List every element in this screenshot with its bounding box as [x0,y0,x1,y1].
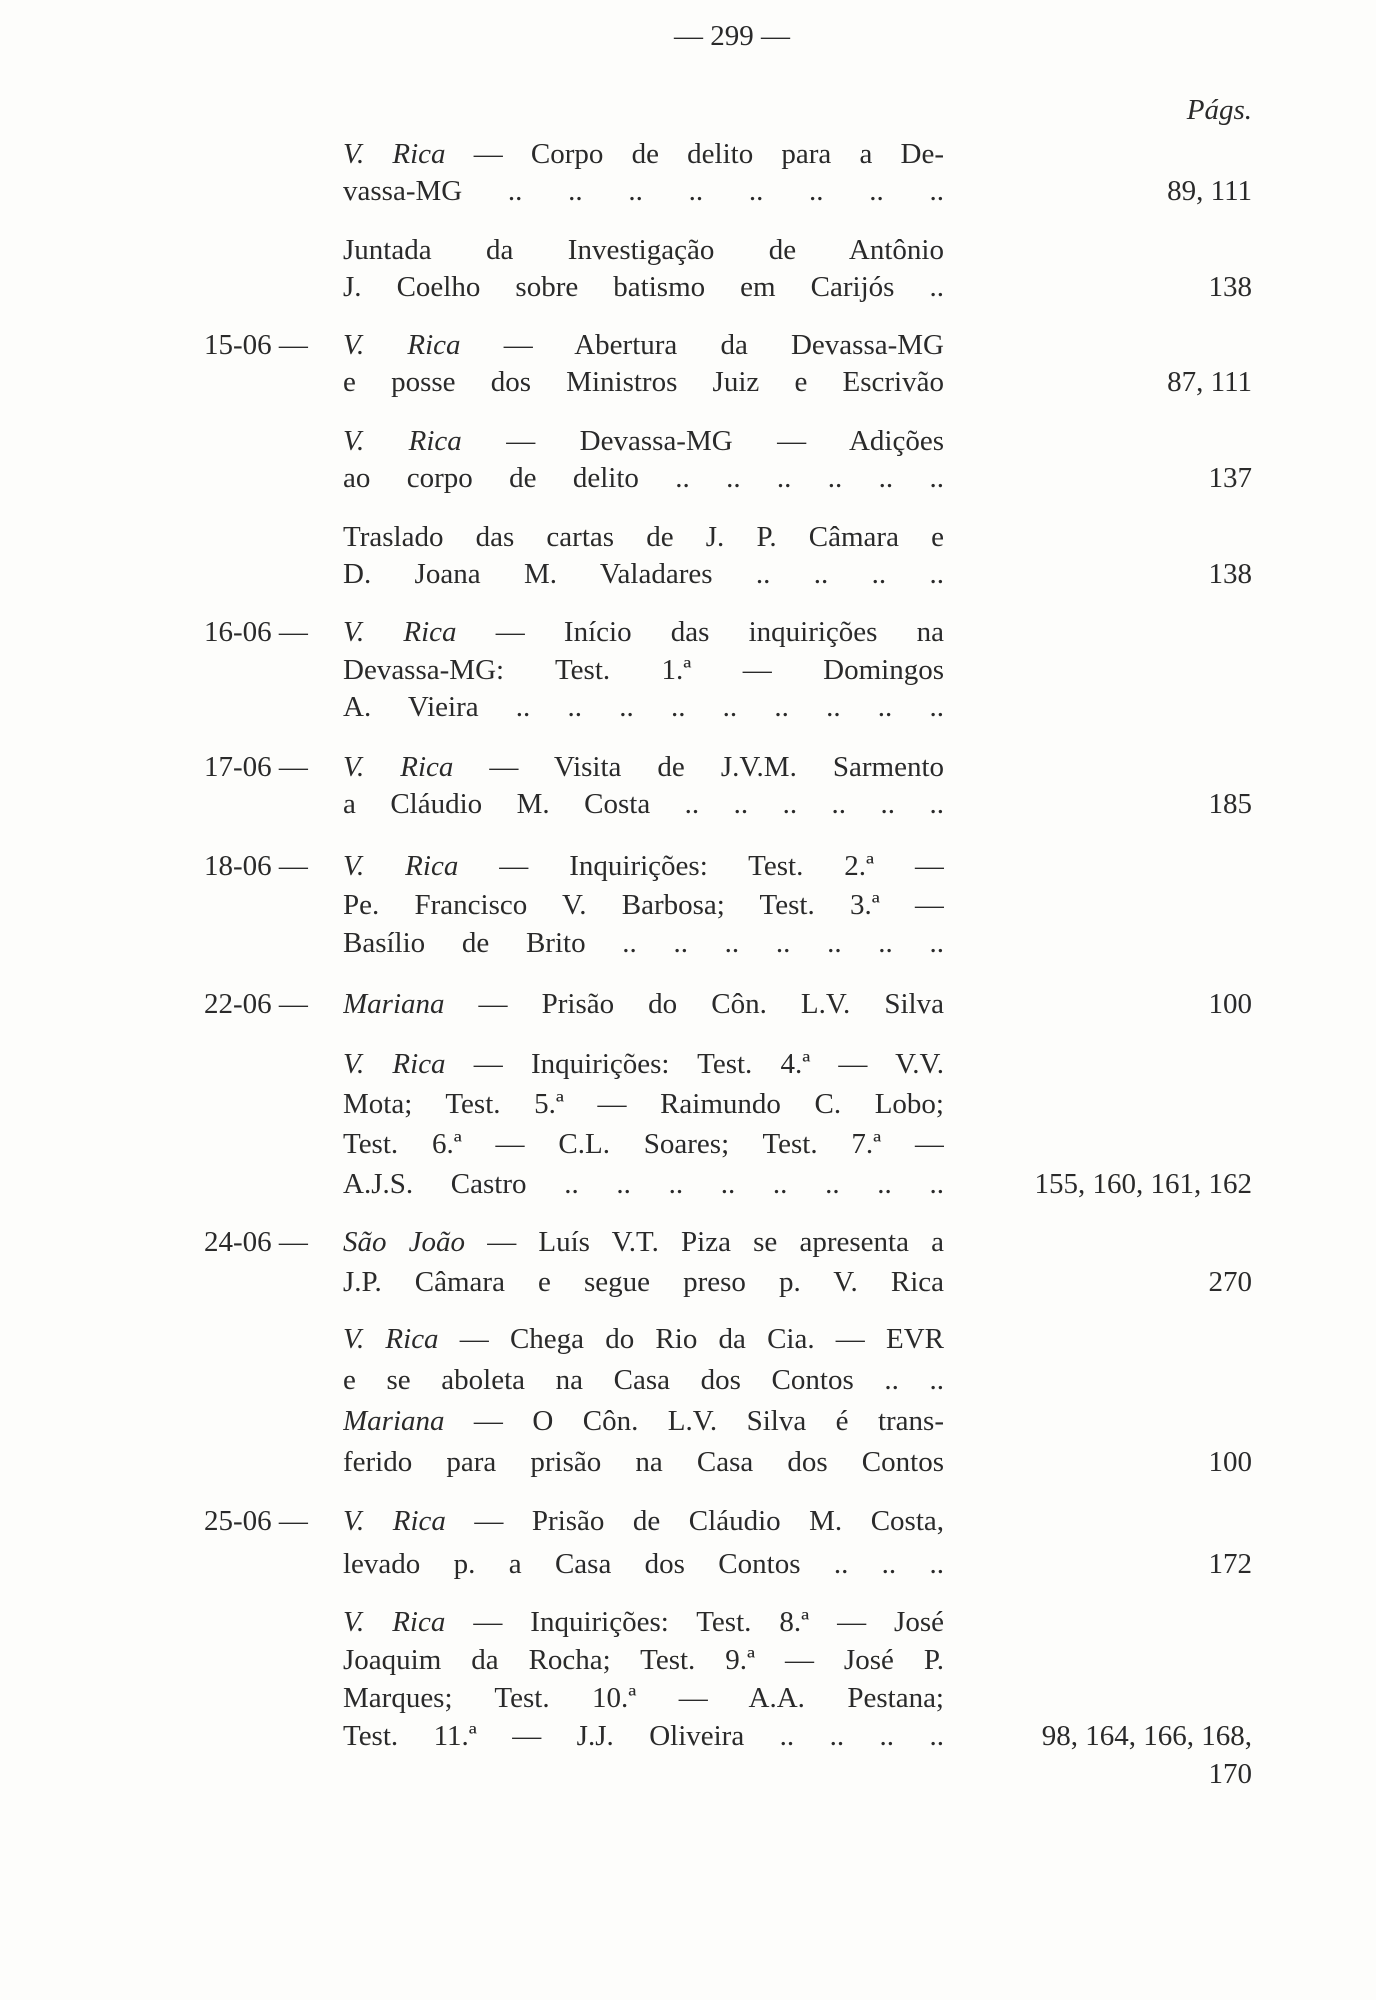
entry-line [0,612,1376,652]
entry-description: — Prisão do Côn. L.V. Silva [444,988,944,1020]
entry-date: 16-06 — [204,616,308,648]
entry-line [0,984,1376,1024]
entry-line [0,230,1376,270]
entry-description: e se aboleta na Casa dos Contos .. .. [343,1364,944,1396]
place-name: Mariana [343,988,445,1020]
entry-date: 22-06 — [204,988,308,1020]
entry-description: Traslado das cartas de J. P. Câmara e [343,521,944,553]
place-name: V. Rica [343,850,459,882]
place-name: V. Rica [343,329,461,361]
entry-description: D. Joana M. Valadares .. .. .. .. [343,558,944,590]
page-reference: 100 [1208,1446,1252,1478]
entry-text [343,1084,944,1124]
place-name: V. Rica [343,616,457,648]
entry-description: — O Côn. L.V. Silva é trans- [444,1405,944,1437]
entry-text [343,1222,944,1262]
place-name: V. Rica [343,425,462,457]
page-reference: 138 [1208,558,1252,590]
entry-description: Devassa-MG: Test. 1.ª — Domingos [343,653,944,686]
entry-text [343,1360,944,1400]
entry-description: Test. 6.ª — C.L. Soares; Test. 7.ª — [343,1128,944,1160]
entry-line [0,554,1376,594]
entry-text [343,885,944,925]
page-reference: 185 [1208,788,1252,820]
entry-description: — Luís V.T. Piza se apresenta a [465,1226,944,1258]
entry-description: A. Vieira .. .. .. .. .. .. .. .. .. [343,691,944,723]
entry-text [343,923,944,963]
entry-text [343,421,944,461]
entry-description: Juntada da Investigação de Antônio [343,234,944,266]
entry-description: vassa-MG .. .. .. .. .. .. .. .. [343,175,944,207]
entry-text [343,1262,944,1302]
place-name: V. Rica [343,1505,446,1537]
entry-text [343,846,944,886]
place-name: V. Rica [343,138,446,170]
entry-date: 24-06 — [204,1226,308,1258]
place-name: São João [343,1226,466,1258]
entry-line [0,687,1376,727]
entry-line [0,1640,1376,1680]
entry-description: — Inquirições: Test. 4.ª — V.V. [445,1048,944,1080]
entry-text [343,134,944,174]
entry-line [0,517,1376,557]
entry-line [0,134,1376,174]
entry-line [0,1044,1376,1084]
entry-description: Joaquim da Rocha; Test. 9.ª — José P. [343,1644,944,1676]
entry-text [343,171,944,211]
page-reference: 270 [1208,1266,1252,1298]
entry-text [343,1678,944,1718]
entry-description: — Início das inquirições na [456,616,944,648]
page-reference: 155, 160, 161, 162 [1034,1168,1252,1200]
entry-text [343,554,944,594]
entry-description: ao corpo de delito .. .. .. .. .. .. [343,462,944,494]
entry-description: Mota; Test. 5.ª — Raimundo C. Lobo; [343,1088,944,1120]
entry-description: levado p. a Casa dos Contos .. .. .. [343,1548,944,1580]
entry-line [0,1124,1376,1164]
entry-line [0,362,1376,402]
entry-line [0,1602,1376,1642]
entry-description: J. Coelho sobre batismo em Carijós .. [343,271,944,303]
entry-line [0,1754,1376,1794]
entry-text [343,517,944,557]
page-reference: 87, 111 [1167,366,1252,398]
entry-line [0,1084,1376,1124]
page-reference: 98, 164, 166, 168, [1041,1720,1252,1752]
entry-text [343,1640,944,1680]
entry-description: ferido para prisão na Casa dos Contos [343,1446,944,1478]
entry-description: Pe. Francisco V. Barbosa; Test. 3.ª — [343,888,944,921]
entry-line [0,1678,1376,1718]
entry-text [343,1544,944,1584]
entry-text [343,267,944,307]
place-name: V. Rica [343,1606,446,1638]
entry-line [0,923,1376,963]
page-reference: 137 [1208,462,1252,494]
entry-description: — Prisão de Cláudio M. Costa, [445,1505,944,1537]
entry-line [0,1442,1376,1482]
entry-description: Marques; Test. 10.ª — A.A. Pestana; [343,1682,944,1714]
entry-line [0,1544,1376,1584]
entry-description: a Cláudio M. Costa .. .. .. .. .. .. [343,788,944,820]
entry-description: — Chega do Rio da Cia. — EVR [438,1323,944,1355]
entry-text [343,612,944,652]
entry-line [0,885,1376,925]
page-reference: 100 [1208,988,1252,1020]
entry-description: Test. 11.ª — J.J. Oliveira .. .. .. .. [343,1720,944,1752]
entry-text [343,1442,944,1482]
entry-description: — Abertura da Devassa-MG [460,329,944,361]
entry-text [343,1401,944,1441]
entry-text [343,1319,944,1359]
entry-line [0,1716,1376,1756]
page-reference: 172 [1208,1548,1252,1580]
entry-description: — Inquirições: Test. 2.ª — [458,850,944,882]
entry-date: 25-06 — [204,1505,308,1537]
entry-description: — Devassa-MG — Adições [461,425,944,457]
page-reference: 89, 111 [1167,175,1252,207]
entry-date: 17-06 — [204,751,308,783]
entry-text [343,230,944,270]
page-reference: 170 [1208,1758,1252,1790]
entry-text [343,984,944,1024]
entry-description: — Visita de J.V.M. Sarmento [453,751,944,783]
entry-line [0,650,1376,690]
place-name: V. Rica [343,1323,439,1355]
entry-description: — Corpo de delito para a De- [445,138,944,170]
entry-date: 15-06 — [204,329,308,361]
entry-text [343,362,944,402]
entry-description: J.P. Câmara e segue preso p. V. Rica [343,1266,944,1298]
entry-line [0,1164,1376,1204]
entry-line [0,458,1376,498]
entry-text [343,687,944,727]
entry-line [0,325,1376,365]
entry-line [0,421,1376,461]
entry-description: Basílio de Brito .. .. .. .. .. .. .. [343,927,944,959]
page-reference: 138 [1208,271,1252,303]
entry-line [0,1222,1376,1262]
pages-column-header: Págs. [1186,94,1252,126]
entry-line [0,1319,1376,1359]
place-name: V. Rica [343,751,454,783]
entry-text [343,1164,944,1204]
entry-line [0,1360,1376,1400]
entry-line [0,846,1376,886]
entry-text [343,1501,944,1541]
entry-line [0,1501,1376,1541]
entry-line [0,784,1376,824]
entry-text [343,747,944,787]
entry-line [0,747,1376,787]
entry-text [343,1044,944,1084]
entry-text [343,1716,944,1756]
place-name: V. Rica [343,1048,446,1080]
entry-line [0,267,1376,307]
place-name: Mariana [343,1405,445,1437]
entry-text [343,458,944,498]
page-number: — 299 — [674,20,790,52]
entry-description: e posse dos Ministros Juiz e Escrivão [343,366,944,398]
entry-text [343,650,944,690]
entry-text [343,784,944,824]
entry-text [343,1124,944,1164]
entry-line [0,1401,1376,1441]
entry-line [0,1262,1376,1302]
entry-description: A.J.S. Castro .. .. .. .. .. .. .. .. [343,1168,944,1200]
entry-line [0,171,1376,211]
entry-text [343,1602,944,1642]
entry-text [343,325,944,365]
entry-description: — Inquirições: Test. 8.ª — José [445,1606,944,1638]
entry-date: 18-06 — [204,850,308,882]
